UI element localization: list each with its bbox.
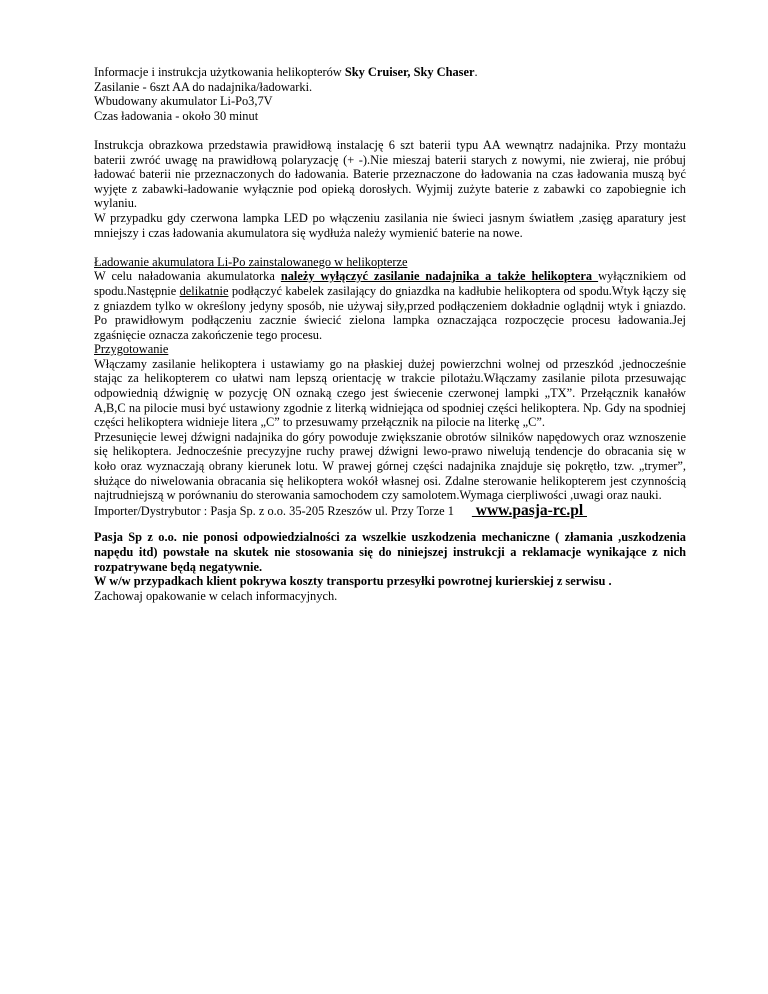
charging-warning-bold: należy wyłączyć zasilanie nadajnika a także helikoptera: [280, 269, 599, 284]
preparation-paragraph-2: Przesunięcie lewej dźwigni nadajnika do góry powoduje zwiększanie obrotów silników napędowych oraz wznoszenie się helikoptera. Jednocześnie precyzyjne ruchy prawej dźwigni lewo-prawo niwelują tendencje do obracania się w koło oraz wyznaczają obrany kierunek lotu. W prawej górnej części nadajnika znajduje się pokrętło, tzw. „trymer”, służące do niwelowania obracania się helikoptera wokół własnej osi. Zdalne sterowanie helikopterem jest czynnością najtrudniejszą w porównaniu do sterowania samochodem czy samolotem.Wymaga cierpliwości ,uwagi oraz nauki.: [94, 429, 686, 503]
shipping-cost-note: W w/w przypadkach klient pokrywa koszty transportu przesyłki powrotnej kurierskiej z serwisu .: [94, 574, 612, 589]
intro-suffix: .: [474, 65, 478, 79]
charging-heading: Ładowanie akumulatora Li-Po zainstalowanego w helikopterze: [94, 254, 408, 269]
charging-time-line: Czas ładowania - około 30 minut: [94, 108, 259, 123]
charging-section: [94, 255, 686, 343]
charging-paragraph: [94, 269, 686, 342]
spacer: [94, 240, 686, 255]
led-warning-paragraph: W przypadku gdy czerwona lampka LED po włączeniu zasilania nie świeci jasnym światłem ,zasięg aparatury jest mniejszy i czas ładowania akumulatora się wydłuża należy wymienić baterie na nowe.: [94, 210, 686, 240]
importer-text: Importer/Dystrybutor : Pasja Sp. z o.o. 35-205 Rzeszów ul. Przy Torze 1: [94, 503, 454, 518]
spacer: [94, 518, 686, 530]
spacer: [94, 123, 686, 138]
charging-delicately: delikatnie: [179, 283, 229, 298]
intro-models: Sky Cruiser, Sky Chaser: [344, 65, 475, 79]
keep-packaging-note: Zachowaj opakowanie w celach informacyjnych.: [94, 588, 338, 603]
preparation-heading: Przygotowanie: [94, 342, 169, 357]
preparation-paragraph-1: Włączamy zasilanie helikoptera i ustawiamy go na płaskiej dużej powierzchni wolnej od przeszkód ,jednocześnie stając za helikopterem co ułatwi nam lepszą orientację w trakcie pilotażu.Włączamy zasilanie pilota przesuwając odpowiednią dźwignię w pozycję ON oznaką czego jest świecenie czerwonej lampki „TX”. Przełącznik kanałów A,B,C na pilocie musi być ustawiony zgodnie z literką widniejąca od spodniej części helikoptera. Np. Gdy na spodniej części helikoptera widnieje litera „C” to przesuwamy przełącznik na pilocie na literkę „C”.: [94, 356, 686, 430]
charging-text-3: podłączyć kabelek zasilający do gniazdka na kadłubie helikoptera od spodu.Wtyk łączy się z gniazdem tylko w określony jedyny sposób, nie używaj siły,przed podłączeniem dokładnie oglądnij wtyk i gniazdo. Po prawidłowym podłączeniu zacznie świecić zielona lampka oznaczająca rozpoczęcie procesu ładowania.Jej zgaśnięcie oznacza zakończenie tego procesu.: [94, 283, 687, 342]
header-block: [94, 65, 686, 123]
charging-text-2: wyłącznikiem od spodu.Następnie: [94, 269, 686, 298]
battery-line: Wbudowany akumulator Li-Po3,7V: [94, 94, 273, 109]
intro-prefix: Informacje i instrukcja użytkowania helikopterów: [94, 65, 345, 79]
preparation-section: [94, 342, 686, 503]
disclaimer-section: [94, 530, 686, 603]
batteries-paragraph: Instrukcja obrazkowa przedstawia prawidłową instalację 6 szt baterii typu AA wewnątrz nadajnika. Przy montażu baterii zwróć uwagę na prawidłową polaryzację (+ -).Nie mieszaj baterii starych z nowymi, nie zwieraj, nie próbuj ładować baterii nie przeznaczonych do ładowania. Baterie przeznaczone do ładowania na czas ładowania muszą być wyjęte z zabawki-ładowanie wyłącznie pod opieką dorosłych. Wyjmij zużyte baterie z zabawki co zapobiegnie ich wylaniu.: [94, 137, 686, 211]
liability-disclaimer: Pasja Sp z o.o. nie ponosi odpowiedzialności za wszelkie uszkodzenia mechaniczne ( złamania ,uszkodzenia napędu itd) powstałe na skutek nie stosowania się do niniejszej instrukcji a reklamacje wynikające z nich rozpatrywane będą negatywnie.: [94, 530, 686, 574]
document-page: [94, 65, 686, 603]
power-supply-line: Zasilanie - 6szt AA do nadajnika/ładowarki.: [94, 79, 313, 94]
website-link[interactable]: www.pasja-rc.pl: [471, 501, 587, 519]
importer-line: [94, 501, 686, 519]
batteries-section: [94, 138, 686, 240]
charging-text-1: W celu naładowania akumulatorka: [94, 269, 281, 284]
intro-line: [94, 65, 686, 80]
